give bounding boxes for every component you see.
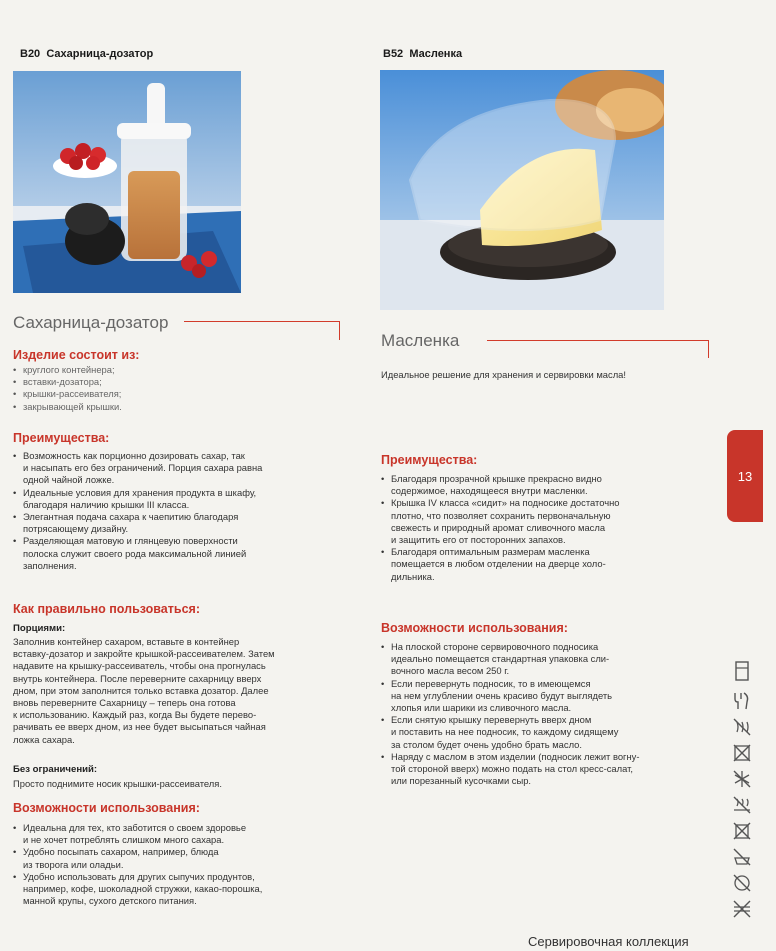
right-title-rule xyxy=(487,340,709,341)
text-line xyxy=(13,487,343,499)
right-uses-heading: Возможности использования: xyxy=(381,621,568,635)
left-consists-heading: Изделие состоит из: xyxy=(13,348,140,362)
text-line xyxy=(13,846,343,858)
line-text: Удобно использовать для других сыпучих продунтов, xyxy=(23,870,255,882)
list-item: • вставки-дозатора; xyxy=(13,376,233,388)
text-line xyxy=(13,895,343,907)
unlimited-text: Просто поднимите носик крышки-рассеивателя. xyxy=(13,778,222,789)
bullet-icon: • xyxy=(13,535,17,547)
text-line xyxy=(13,883,343,895)
right-title-rule-tick xyxy=(708,340,709,358)
line-text: Крышка IV класса «сидит» на подносике достаточно xyxy=(391,497,620,509)
text-line: внутрь контейнера. После переверните сахарницу вверх xyxy=(13,672,262,684)
text-line xyxy=(13,462,343,474)
text-line xyxy=(13,859,343,871)
text-line xyxy=(13,511,343,523)
line-text: Если перевернуть подносик, то в имеющемся xyxy=(391,677,591,689)
page-number: 13 xyxy=(737,468,753,484)
line-text: вочного масла весом 250 г. xyxy=(391,665,510,677)
text-line xyxy=(13,450,343,462)
right-advantages-heading: Преимущества: xyxy=(381,453,478,467)
line-text: и поставить на нее подносик, то каждому сидящему xyxy=(391,726,619,738)
text-line: рачивать ее вверх дном, из нее будет высыпаться чайная xyxy=(13,721,266,733)
line-text: плотно, что позволяет сохранить первоначальную xyxy=(391,509,611,521)
line-text: содержимое, находящееся внутри масленки. xyxy=(391,485,588,497)
line-text: свежесть и природный аромат сливочного масла xyxy=(391,521,606,533)
tableware-icon xyxy=(731,690,753,712)
line-text: например, кофе, шоколадной стружки, какао-порошка, xyxy=(23,883,263,895)
text-line: вновь переверните Сахарницу – теперь она готова xyxy=(13,697,236,709)
line-text: На плоской стороне сервировочного подносика xyxy=(391,641,599,652)
right-product-name: Масленка xyxy=(409,48,463,60)
bullet-icon: • xyxy=(13,450,17,461)
line-text: Возможность как порционно дозировать сахар, так xyxy=(23,450,245,461)
text-line: вставку-дозатор и закройте крышкой-рассеивателем. Затем xyxy=(13,648,275,660)
line-text: благодаря наличию крышки III класса. xyxy=(23,498,190,510)
line-text: Идеальна для тех, кто заботится о своем здоровье xyxy=(23,822,247,833)
left-product-code: B20 xyxy=(20,48,41,60)
line-text: и защитить его от посторонних запахов. xyxy=(391,534,566,546)
no-microwave-icon xyxy=(731,716,753,738)
line-text: Идеальные условия для хранения продукта в шкафу, xyxy=(23,486,257,498)
no-hot-water-icon xyxy=(731,898,753,920)
left-title-rule-tick xyxy=(339,321,340,340)
bullet-icon: • xyxy=(381,546,385,558)
no-grill-icon xyxy=(731,872,753,894)
line-text: потрясающему дизайну. xyxy=(23,523,129,535)
left-consists-list xyxy=(13,364,233,413)
text-line xyxy=(381,534,701,546)
bullet-icon: • xyxy=(13,846,17,858)
text-line xyxy=(381,678,711,690)
text-line xyxy=(381,571,701,583)
line-text: Удобно посыпать сахаром, например, блюда xyxy=(23,846,219,858)
text-line xyxy=(381,653,711,665)
text-line xyxy=(13,560,343,572)
line-text: Элегантная подача сахара к чаепитию благодаря xyxy=(23,511,239,523)
butter-dish-illustration xyxy=(380,70,664,310)
line-text: на нем углублении очень красиво будут выглядеть xyxy=(391,689,613,701)
no-oven-icon xyxy=(731,742,753,764)
text-line xyxy=(13,548,343,560)
right-product-code-line xyxy=(383,48,462,60)
left-product-name: Сахарница-дозатор xyxy=(46,48,154,60)
text-line xyxy=(381,510,701,522)
line-text: манной крупы, сухого детского питания. xyxy=(23,895,197,907)
text-line: к использованию. Каждый раз, когда Вы будете перево- xyxy=(13,709,257,721)
fridge-icon xyxy=(731,660,753,682)
list-item: • круглого контейнера; xyxy=(13,364,233,376)
text-line xyxy=(13,499,343,511)
portions-label: Порциями: xyxy=(13,623,66,634)
line-text: одной чайной ложке. xyxy=(23,474,115,486)
no-boiling-icon xyxy=(731,846,753,868)
bullet-icon: • xyxy=(13,486,17,498)
footer-collection-name: Сервировочная коллекция xyxy=(528,934,689,949)
right-product-code: B52 xyxy=(383,48,404,60)
bullet-icon: • xyxy=(381,677,385,689)
left-howto-heading: Как правильно пользоваться: xyxy=(13,602,200,616)
page-number-tab xyxy=(727,430,763,522)
no-dishwasher-icon xyxy=(731,820,753,842)
text-line xyxy=(381,473,701,485)
bullet-icon: • xyxy=(381,473,385,484)
text-line xyxy=(381,739,711,751)
line-text: идеально помещается стандартная упаковка сли- xyxy=(391,653,610,665)
left-product-code-line xyxy=(20,48,153,60)
left-advantages-heading: Преимущества: xyxy=(13,431,110,445)
text-line xyxy=(381,485,701,497)
list-item: • закрывающей крышки. xyxy=(13,401,233,413)
butter-dish-photo xyxy=(380,70,664,310)
text-line: ложка сахара. xyxy=(13,733,75,745)
bullet-icon: • xyxy=(13,870,17,882)
bullet-icon: • xyxy=(381,497,385,509)
right-uses-list xyxy=(381,641,711,787)
line-text: из творога или оладьи. xyxy=(23,858,124,870)
line-text: дильника. xyxy=(391,570,435,582)
line-text: и насыпать его без ограничений. Порция сахара равна xyxy=(23,462,263,474)
text-line xyxy=(381,641,711,653)
text-line xyxy=(13,474,343,486)
text-line: Заполнив контейнер сахаром, вставьте в контейнер xyxy=(13,636,240,647)
line-text: заполнения. xyxy=(23,559,77,571)
text-line: дном, при этом заполнится только вставка дозатор. Далее xyxy=(13,684,269,696)
line-text: и не хочет потреблять слишком много сахара. xyxy=(23,834,225,846)
unlimited-label: Без ограничений: xyxy=(13,764,98,775)
line-text: Благодаря прозрачной крышке прекрасно видно xyxy=(391,473,602,484)
sugar-dispenser-illustration xyxy=(13,71,241,293)
left-advantages-list xyxy=(13,450,343,572)
text-line xyxy=(381,751,711,763)
text-line xyxy=(381,558,701,570)
text-line xyxy=(381,497,701,509)
bullet-icon: • xyxy=(381,641,385,652)
bullet-icon: • xyxy=(13,511,17,523)
left-uses-list xyxy=(13,822,343,907)
list-item: • крышки-рассеивателя; xyxy=(13,388,233,400)
text-line xyxy=(381,522,701,534)
right-title: Масленка xyxy=(381,331,460,350)
text-line xyxy=(381,714,711,726)
text-line xyxy=(381,702,711,714)
sugar-dispenser-photo xyxy=(13,71,241,293)
no-stovetop-icon xyxy=(731,794,753,816)
line-text: за столом будет очень удобно брать масло. xyxy=(391,738,582,750)
no-freezer-icon xyxy=(731,768,753,790)
text-line xyxy=(381,726,711,738)
line-text: Если снятую крышку перевернуть вверх дном xyxy=(391,714,592,726)
text-line xyxy=(381,665,711,677)
line-text: помещается в любом отделении на дверце холо- xyxy=(391,558,606,570)
portions-text xyxy=(13,636,348,746)
line-text: Разделяющая матовую и глянцевую поверхности xyxy=(23,535,238,547)
text-line xyxy=(13,834,343,846)
text-line xyxy=(13,871,343,883)
text-line xyxy=(381,763,711,775)
line-text: полоска служит своего рода максимальной линией xyxy=(23,547,247,559)
text-line xyxy=(13,822,343,834)
left-title: Сахарница-дозатор xyxy=(13,313,169,332)
line-text: Наряду с маслом в этом изделии (подносик лежит вогну- xyxy=(391,750,640,762)
left-title-rule xyxy=(184,321,340,322)
right-advantages-list xyxy=(381,473,701,583)
line-text: той стороной вверх) можно подать на стол кресс-салат, xyxy=(391,763,633,775)
bullet-icon: • xyxy=(13,822,17,833)
bullet-icon: • xyxy=(381,714,385,726)
line-text: хлопья или шарики из сливочного масла. xyxy=(391,702,572,714)
text-line xyxy=(13,535,343,547)
text-line: надавите на крышку-рассеиватель, чтобы она прогнулась xyxy=(13,660,266,672)
line-text: Благодаря оптимальным размерам масленка xyxy=(391,546,590,558)
left-uses-heading: Возможности использования: xyxy=(13,801,200,815)
text-line xyxy=(13,523,343,535)
bullet-icon: • xyxy=(381,750,385,762)
line-text: или порезанный кусочками сыр. xyxy=(391,775,532,787)
text-line xyxy=(381,690,711,702)
text-line xyxy=(381,775,711,787)
right-intro: Идеальное решение для хранения и сервировки масла! xyxy=(381,369,626,380)
text-line xyxy=(381,546,701,558)
